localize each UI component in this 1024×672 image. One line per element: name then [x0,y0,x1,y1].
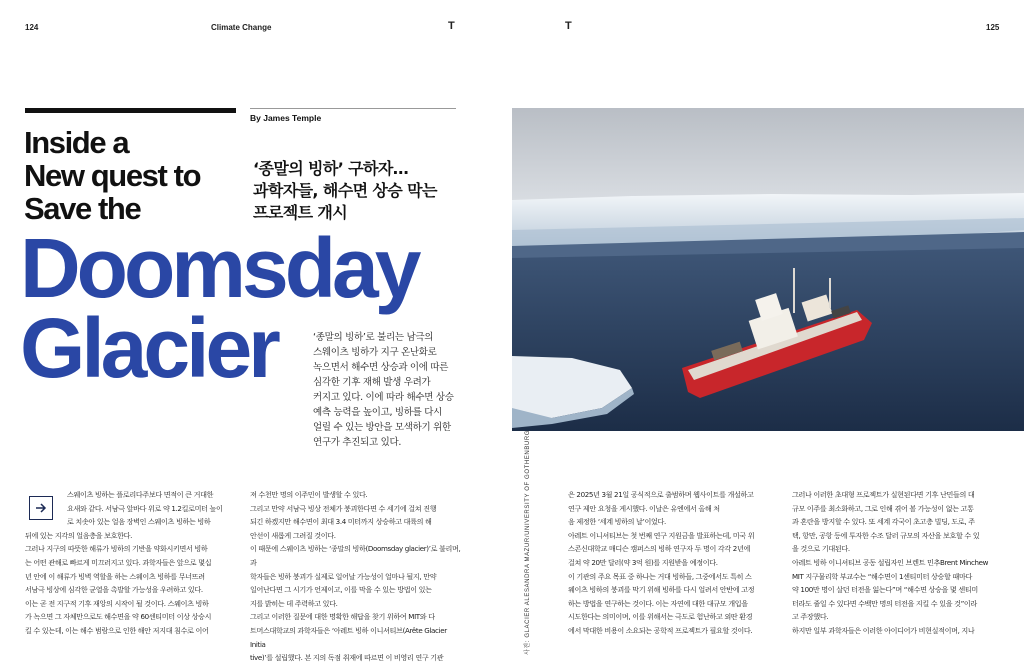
headline-big-line: Glacier [20,301,277,395]
photo-credit: 사진: GLACIER ALESANDRA MAZUR/UNIVERSITY OF GOTHENBURG [525,429,531,655]
body-line: 아레트 이니셔티브는 첫 번째 연구 지원금을 발표하는데, 미국 위 [568,530,755,540]
body-line: 하는 방법을 연구하는 것이다. 이는 자연에 대한 대규모 개입을 [568,598,748,608]
body-line: 시도한다는 의미이며, 이를 위해서는 극도로 험난하고 외딴 환경 [568,612,753,622]
body-line: MIT 지구물리학 부교수는 “해수면이 1센티미터 상승할 때마다 [792,571,972,581]
body-line: 과 혼란을 방지할 수 있다. 또 세계 각국이 초고층 빌딩, 도로, 주 [792,517,975,527]
body-line: 스웨이츠 빙하는 플로리다주보다 면적이 큰 거대한 [67,490,214,499]
body-line: 그러나 지구의 따뜻한 해류가 빙하의 기반을 약화시키면서 빙하 [25,544,208,554]
body-line: 서남극 빙상에 심각한 균열을 촉발할 가능성을 우려하고 있다. [25,585,203,595]
body-line: 이 기관의 주요 목표 중 하나는 거대 빙하들, 그중에서도 특히 스 [568,571,752,581]
body-line: 아레트 빙하 이니셔티브 공동 설립자인 브렌트 민추Brent Minchew [792,557,989,567]
body-line: 일어난다면 그 시기가 언제이고, 이를 막을 수 있는 방법이 있는 [250,585,432,595]
body-line: 요새와 같다. 서남극 앞바다 위로 약 1.2킬로미터 높이 [67,503,223,513]
body-line: 져 수천만 명의 이주민이 발생할 수 있다. [250,490,368,499]
body-line: 웨이츠 빙하의 붕괴를 막기 위해 빙하를 다시 얼려서 안반에 고정 [568,585,755,595]
body-column-1 [25,488,237,638]
body-line: 연구 제안 요청을 게시했다. 이날은 유엔에서 올해 처 [568,503,720,513]
body-line: 안선이 새롭게 그려질 것이다. [250,530,336,540]
korean-title-line: 과학자들, 해수면 상승 막는 [253,181,437,200]
dek-line: 커지고 있다. 이에 따라 해수면 상승 [313,392,454,403]
body-line: 스콘신대학교 매디슨 캠퍼스의 빙하 연구자 두 명이 각각 2년에 [568,544,750,554]
body-line: 택, 항만, 공항 등에 투자한 수조 달러 규모의 자산을 보호할 수 있 [792,530,980,540]
byline: By James Temple [250,113,322,123]
headline-line: Save the [24,191,141,226]
body-line: 약 100만 명이 살던 터전을 잃는다”며 “해수면 상승을 몇 센티미 [792,585,978,595]
korean-title-line: 프로젝트 개시 [253,203,348,222]
headline [24,126,249,225]
body-line: 이는 곧 전 지구적 기후 재앙의 시작이 될 것이다. 스웨이츠 빙하 [25,598,209,608]
body-column-2 [250,488,462,665]
dek [313,330,488,450]
body-column-3 [568,488,778,638]
body-line: 그리고 만약 서남극 빙상 전체가 붕괴한다면 수 세기에 걸쳐 진행 [250,503,437,513]
body-line: 그러나 이러한 초대형 프로젝트가 실현된다면 기후 난민들의 대 [792,490,975,499]
body-column-4 [792,488,1002,638]
dek-line: 얼릴 수 있는 방안을 모색하기 위한 [313,422,451,433]
body-line: 년 안에 이 해류가 빙벽 역할을 하는 스웨이츠 빙하를 무너뜨려 [25,571,205,581]
body-line: 그리고 이러한 질문에 대한 명확한 해답을 찾기 위하여 MIT와 다 [250,612,435,622]
dek-line: 심각한 기후 재해 발생 우려가 [313,377,431,388]
logo-mark-left: T [448,20,455,32]
logo-mark-right: T [565,20,572,32]
headline-top-rule [25,108,236,113]
body-line: 이 때문에 스웨이츠 빙하는 ‘종말의 빙하(Doomsday glacier)’로 불리며, 과 [250,544,461,567]
body-line: 트머스대학교의 과학자들은 ‘아레트 빙하 이니셔티브(Arête Glacier Initia [250,625,447,649]
body-line: 가 녹으면 그 자체만으로도 해수면을 약 60센티미터 이상 상승시 [25,612,212,622]
section-label: Climate Change [211,23,272,32]
page-number-left: 124 [25,23,39,32]
headline-line: New quest to [24,158,201,193]
dek-line: 예측 능력을 높이고, 빙하를 다시 [313,407,443,418]
body-line: 음 제정한 ‘세계 빙하의 날’이었다. [568,517,666,527]
body-line: 지를 밝히는 데 주력하고 있다. [250,598,338,608]
body-line: 하지만 일부 과학자들은 이러한 아이디어가 비현실적이며, 지나 [792,625,975,635]
body-line: tive)’를 설립했다. 본 지의 독점 취재에 따르면 이 비영리 연구 기관 [250,653,444,663]
body-line: 에서 막대한 비용이 소요되는 공학적 프로젝트가 필요할 것이다. [568,625,753,635]
body-line: 학자들은 빙하 붕괴가 실제로 일어날 가능성이 얼마나 될지, 만약 [250,571,437,581]
page-number-right: 125 [986,23,1000,32]
headline-big-line: Doomsday [20,221,418,315]
body-line: 킬 수 있는데, 이는 해수 범람으로 인한 해안 저지대 침수로 이어 [25,625,209,635]
body-line: 는 어떤 관해로 빠르게 미끄러지고 있다. 과학자들은 앞으로 몇십 [25,557,212,567]
dek-line: ‘종말의 빙하’로 불리는 남극의 [313,332,434,343]
body-line: 되긴 하겠지만 해수면이 최대 3.4 미터까지 상승하고 대륙의 해 [250,517,432,527]
byline-top-rule [250,108,456,109]
glacier-photo [512,108,1024,431]
body-line: 터라도 줄일 수 있다면 수백만 명의 터전을 지킬 수 있을 것”이라 [792,598,977,608]
korean-title-line: ‘종말의 빙하’ 구하자… [253,159,409,178]
dek-line: 녹으면서 해수면 상승과 이에 따른 [313,362,449,373]
body-line: 을 것으로 기대된다. [792,544,850,554]
body-line: 로 치솟아 있는 얼음 장벽인 스웨이츠 빙하는 빙하 [67,517,211,527]
glacier-ship-image [512,108,1024,431]
body-line: 뒤에 있는 지각의 얼음층을 보호한다. [25,530,133,540]
body-line: 고 주장했다. [792,612,829,622]
body-line: 규모 이주를 최소화하고, 그로 인해 겪어 볼 가능성이 없는 고통 [792,503,974,513]
dek-line: 연구가 추진되고 있다. [313,437,402,448]
korean-title [253,158,468,224]
dek-line: 스웨이츠 빙하가 지구 온난화로 [313,347,437,358]
body-line: 은 2025년 3월 21일 공식적으로 출범하며 웹사이트를 개설하고 [568,490,754,499]
headline-line: Inside a [24,125,129,160]
body-line: 걸쳐 약 20만 달러(약 3억 원)를 지원받을 예정이다. [568,557,718,567]
